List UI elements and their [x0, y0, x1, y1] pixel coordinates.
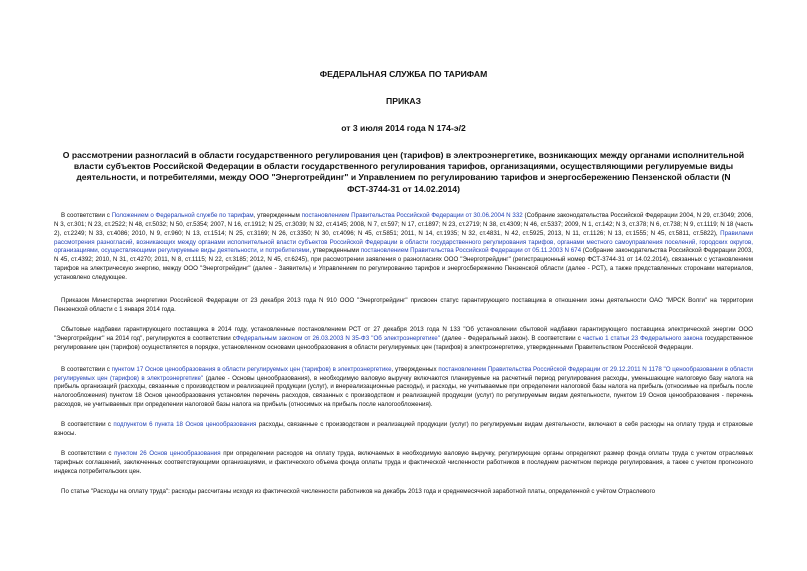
paragraph-text: В соответствии с	[61, 449, 115, 457]
paragraph-2	[54, 297, 753, 315]
paragraph-5	[54, 421, 753, 439]
paragraph-text: , утвержденными	[309, 247, 361, 255]
link-resolution-674[interactable]: постановлением Правительства Российской Федерации от 05.11.2003 N 674	[360, 247, 582, 255]
link-fst-regulation[interactable]: Положением о Федеральной службе по тарифам	[111, 211, 254, 219]
paragraph-text: (далее - Федеральный закон). В соответствии с	[439, 334, 583, 342]
paragraph-7	[54, 488, 753, 497]
paragraph-1	[54, 212, 753, 283]
paragraph-text: при определении расходов на оплату труда, включаемых в необходимую валовую выручку, регулирующие органы определяют размер фонда оплаты труда с учетом отраслевых тарифных соглашений, заключенных соответствующими организациями, и фактического объема фонда оплаты труда и фактической численности работников в последнем расчетном периоде регулирования, а также с учетом прогнозного индекса потребительских цен.	[54, 449, 753, 475]
paragraph-text: , утвержденных	[391, 365, 439, 373]
paragraph-3	[54, 326, 753, 353]
paragraph-text: (Собрание законодательства Российской Федерации 2004, N 29, ст.3049; 2006, N 3, ст.301; N 23, ст.2522; N 48, ст.5032; N 50, ст.5354; 2007, N 16, ст.1912; N 25, ст.3039; N 32, ст.4145; 2008, N 7, ст.597; N 17, ст.1897; N 23, ст.2719; N 38, ст.4309; N 46, ст.5337; 2009, N 1, ст.142; N 3, ст.378; N 6, ст.738; N 9, ст.1119; N 18 (часть 2), ст.2249; N 33, ст.4086; 2010, N 9, ст.960; N 13, ст.1514; N 25, ст.3169; N 26, ст.3350; N 30, ст.4096; N 45, ст.5851; 2011, N 14, ст.1935; N 32, ст.4831, N 42, ст.5925, 2013, N 11, ст.1126; N 13, ст.1555; N 45, ст.5811, ст.5822),	[54, 211, 753, 237]
paragraph-6	[54, 450, 753, 477]
paragraph-text: расходы, связанные с производством и реализацией продукции (услуг) по регулируемым видам деятельности, включают в себя расходы на оплату труда и страховые взносы.	[54, 421, 753, 438]
link-clause-17[interactable]: пунктом 17 Основ ценообразования в области регулируемых цен (тарифов) в электроэнергетике	[111, 365, 392, 373]
link-resolution-1178[interactable]: постановлением Правительства Российской Федерации от 29.12.2011 N 1178 "О ценообразовании в области регулируемых цен (тарифов) в электроэнергетике"	[54, 365, 753, 382]
link-disagreement-rules[interactable]: Правилами рассмотрения разногласий, возникающих между органами исполнительной власти субъектов Российской Федерации в области государственного регулирования тарифов, органами местного самоуправления поселений, городских округов, организациями, осуществляющими регулируемые виды деятельности, и потребителями	[54, 229, 753, 255]
document-subject: О рассмотрении разногласий в области государственного регулирования цен (тарифов) в электроэнергетике, возникающих между органами исполнительной власти субъектов Российской Федерации в области государственного регулирования тарифов, организациями, осуществляющими регулируемые виды деятельности, и потребителями, между ООО "Энерготрейдинг" и Управлением по регулированию тарифов и энергосбережению Пензенской области (N ФСТ-3744-31 от 14.02.2014)	[62, 150, 745, 194]
link-federal-law-35fz[interactable]: Федеральным законом от 26.03.2003 N 35-ФЗ "Об электроэнергетике"	[235, 334, 440, 342]
paragraph-text: В соответствии с	[61, 365, 112, 373]
paragraph-4	[54, 366, 753, 411]
paragraph-text: Сбытовые надбавки гарантирующего поставщика в 2014 году, установленные постановлением РСТ от 27 декабря 2013 года N 133 "Об установлении сбытовой надбавки гарантирующего поставщика электрической энергии ООО "Энерготрейдинг" на 2014 год", регулируются в соответствии с	[54, 325, 753, 342]
link-clause-26[interactable]: пунктом 26 Основ ценообразования	[114, 449, 221, 457]
paragraph-text: (далее - Основы ценообразования), в необходимую валовую выручку включаются планируемые на расчетный период регулирования расходы, уменьшающие налоговую базу налога на прибыль организаций (расходы, связанные с производством и реализацией продукции (услуг), и внереализационные расходы), и расходы, не учитываемые при определении налоговой базы налога на прибыль (относимые на прибыль после налогообложения) пунктом 18 Основ ценообразования установлен перечень расходов, связанных с производством и реализацией продукции (услуг) по регулируемым видам деятельности, пунктом 19 Основ ценообразования - перечень расходов, не учитываемых при определении налоговой базы налога на прибыль (относимых на прибыль после налогообложения).	[54, 374, 753, 409]
paragraph-text: государственное регулирование цен (тарифов) осуществляется в порядке, установленном основами ценообразования в области регулируемых цен (тарифов) в электроэнергетике, утвержденными Правительством Российской Федерации.	[54, 334, 753, 351]
paragraph-text: Приказом Министерства энергетики Российской Федерации от 23 декабря 2013 года N 910 ООО "Энерготрейдинг" присвоен статус гарантирующего поставщика в отношении зоны деятельности ОАО "МРСК Волги" на территории Пензенской области с 1 января 2014 года.	[54, 297, 753, 313]
link-resolution-332[interactable]: постановлением Правительства Российской Федерации от 30.06.2004 N 332	[301, 211, 523, 219]
document-type: ПРИКАЗ	[386, 96, 421, 106]
link-article-23[interactable]: частью 1 статьи 23 Федерального закона	[582, 334, 703, 342]
link-subclause-6-clause-18[interactable]: подпунктом 6 пункта 18 Основ ценообразования	[113, 421, 257, 429]
paragraph-text: , утвержденным	[253, 211, 302, 219]
issuer-title: ФЕДЕРАЛЬНАЯ СЛУЖБА ПО ТАРИФАМ	[319, 69, 488, 79]
paragraph-text: (Собрание законодательства Российской Федерации 2003, N 45, ст.4392; 2010, N 31, ст.4270; 2011, N 8, ст.1115; N 22, ст.3185; 2012, N 45, ст.6245), при рассмотрении заявления о разногласиях ООО "Энерготрейдинг" (регистрационный номер ФСТ-3744-31 от 14.02.2014), связанных с установлением тарифов на электрическую энергию, между ООО "Энерготрейдинг" (далее - Заявитель) и Управлением по регулированию тарифов и энергосбережению Пензенской области (далее - РСТ), а также представленных сторонами материалов, установлено следующее.	[54, 247, 753, 282]
paragraph-text: По статье "Расходы на оплату труда": расходы рассчитаны исходя из фактической численности работников на декабрь 2013 года и среднемесячной заработной платы, определенной с учётом Отраслевого	[61, 487, 656, 495]
paragraph-text: В соответствии с	[61, 211, 112, 219]
document-date-number: от 3 июля 2014 года N 174-э/2	[341, 123, 466, 133]
paragraph-text: В соответствии с	[61, 421, 114, 429]
